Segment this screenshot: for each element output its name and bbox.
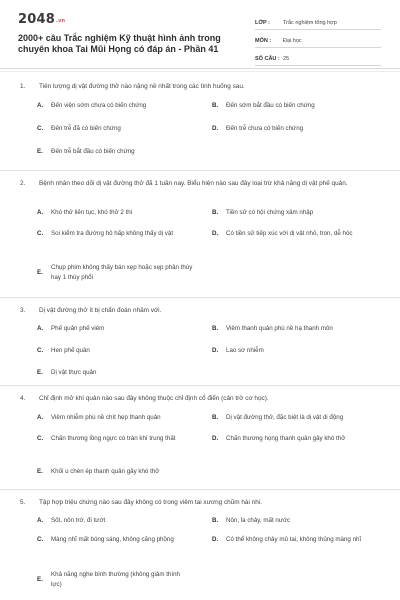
- meta-label: LỚP :: [255, 20, 270, 26]
- option-letter: C.: [37, 230, 44, 237]
- option-letter: E.: [37, 468, 43, 475]
- option-b[interactable]: [212, 101, 382, 111]
- question-3: [0, 298, 400, 386]
- question-number: 5.: [20, 499, 26, 506]
- question-text: [20, 179, 382, 189]
- option-letter: D.: [212, 230, 219, 237]
- option-text: Khối u chèn ép thanh quản gây khó thở: [51, 468, 160, 475]
- option-e[interactable]: [37, 570, 187, 589]
- question-2: [0, 171, 400, 298]
- option-c[interactable]: [37, 229, 187, 239]
- question-body: Chỉ định mở khí quản nào sau đây không thuộc chỉ định cổ điển (cản trở cơ học).: [39, 395, 269, 402]
- meta-row-subject: [255, 32, 381, 48]
- option-text: Có tiền sử tiếp xúc với dị vật nhỏ, tron, dễ hóc: [226, 230, 353, 237]
- question-1: [0, 74, 400, 171]
- option-d[interactable]: [212, 346, 382, 356]
- option-text: Đến trễ đã có biến chứng: [51, 125, 121, 132]
- option-letter: A.: [37, 209, 44, 216]
- question-text: [20, 394, 382, 404]
- option-a[interactable]: [37, 516, 197, 526]
- meta-label: MÔN :: [255, 38, 272, 44]
- question-number: 1.: [20, 83, 26, 90]
- option-text: Dị vật thực quản: [51, 369, 97, 376]
- logo-text: 2048: [18, 12, 55, 27]
- option-b[interactable]: [212, 208, 382, 218]
- option-a[interactable]: [37, 208, 197, 218]
- option-c[interactable]: [37, 434, 187, 444]
- page-title: 2000+ câu Trắc nghiệm Kỹ thuật hình ảnh trong chuyên khoa Tai Mũi Họng có đáp án - Phần 41: [18, 33, 221, 54]
- option-letter: B.: [212, 102, 219, 109]
- option-letter: A.: [37, 414, 44, 421]
- meta-row-class: [255, 14, 381, 30]
- option-text: Tiền sử có hội chứng xâm nhập: [226, 209, 314, 216]
- question-number: 4.: [20, 395, 26, 402]
- option-letter: C.: [37, 435, 44, 442]
- option-text: Khó thở liên tục, khó thở 2 thì: [51, 209, 133, 216]
- option-text: Màng nhĩ mất bóng sáng, không căng phồng: [51, 536, 174, 543]
- question-text: [20, 82, 382, 92]
- question-body: Bệnh nhân theo dõi dị vật đường thở đã 1 tuần nay. Biểu hiện nào sau đây loại trừ khả năng dị vật phế quản.: [39, 180, 348, 187]
- option-text: Nôn, ỉa chảy, mất nước: [226, 517, 291, 524]
- option-b[interactable]: [212, 324, 382, 334]
- option-text: Đến trễ bắt đầu có biến chứng: [51, 148, 135, 155]
- option-d[interactable]: [212, 229, 377, 239]
- question-text: [20, 498, 382, 508]
- option-letter: A.: [37, 517, 44, 524]
- option-c[interactable]: [37, 124, 197, 134]
- option-letter: B.: [212, 325, 219, 332]
- option-letter: E.: [37, 369, 43, 376]
- option-b[interactable]: [212, 413, 382, 423]
- option-letter: C.: [37, 536, 44, 543]
- option-text: Dị vật đường thở, đặc biệt là dị vật di động: [226, 414, 344, 421]
- option-letter: D.: [212, 347, 219, 354]
- option-d[interactable]: [212, 434, 382, 444]
- option-letter: D.: [212, 125, 219, 132]
- option-letter: C.: [37, 347, 44, 354]
- option-b[interactable]: [212, 516, 382, 526]
- option-c[interactable]: [37, 535, 187, 545]
- option-d[interactable]: [212, 535, 372, 545]
- question-number: 2.: [20, 180, 26, 187]
- option-text: Chấn thương lồng ngực có tràn khí trung thất: [51, 435, 176, 442]
- option-text: Khả năng nghe bình thường (không giảm thính lực): [51, 571, 180, 588]
- option-text: Lao sơ nhiễm: [226, 347, 264, 354]
- option-letter: B.: [212, 209, 219, 216]
- option-letter: B.: [212, 414, 219, 421]
- option-text: Soi kiểm tra đường hô hấp không thấy dị vật: [51, 230, 174, 237]
- meta-info: [255, 14, 381, 68]
- option-d[interactable]: [212, 124, 382, 134]
- header-divider: [0, 68, 400, 69]
- page-header: [0, 0, 400, 66]
- question-body: Tập hợp triệu chứng nào sau đây không có trong viêm tai xương chũm hài nhi.: [39, 499, 262, 506]
- option-letter: D.: [212, 435, 219, 442]
- option-letter: E.: [37, 148, 43, 155]
- option-letter: C.: [37, 125, 44, 132]
- option-text: Đến sớm bắt đầu có biến chứng: [226, 102, 315, 109]
- option-e[interactable]: [37, 368, 197, 378]
- option-a[interactable]: [37, 324, 197, 334]
- option-e[interactable]: [37, 263, 197, 282]
- option-a[interactable]: [37, 413, 197, 423]
- option-text: Có thể không chảy mủ tai, không thủng màng nhĩ: [226, 536, 362, 543]
- question-list: [0, 74, 400, 600]
- question-body: Dị vật đường thở ít bị chẩn đoán nhầm với.: [39, 307, 162, 314]
- option-text: Đến trễ chưa có biến chứng: [226, 125, 304, 132]
- question-body: Tiên lượng dị vật đường thở nào nặng nề nhất trong các tình huống sau.: [39, 83, 245, 90]
- option-letter: A.: [37, 325, 44, 332]
- option-letter: B.: [212, 517, 219, 524]
- option-a[interactable]: [37, 101, 197, 111]
- option-text: Viêm nhiễm phù nề chít hẹp thanh quản: [51, 414, 161, 421]
- option-text: Đến viện sớm chưa có biến chứng: [51, 102, 147, 109]
- meta-value: Đại học: [283, 38, 302, 44]
- meta-value: 25: [283, 56, 290, 62]
- option-text: Chấn thương họng thanh quản gây khó thở: [226, 435, 346, 442]
- question-5: [0, 490, 400, 600]
- option-letter: E.: [37, 268, 43, 276]
- option-letter: D.: [212, 536, 219, 543]
- option-letter: A.: [37, 102, 44, 109]
- option-text: Phế quản phế viêm: [51, 325, 105, 332]
- question-text: [20, 306, 382, 316]
- meta-value: Trắc nghiệm tổng hợp: [283, 20, 337, 26]
- logo-suffix: .vn: [55, 18, 66, 24]
- option-text: Viêm thanh quản phù nề hạ thanh môn: [226, 325, 333, 332]
- option-text: Chụp phim không thấy bán xẹp hoặc xẹp phân thùy hay 1 thùy phổi: [51, 264, 193, 281]
- meta-row-count: [255, 50, 381, 66]
- question-number: 3.: [20, 307, 26, 314]
- header-divider-secondary: [0, 71, 400, 72]
- option-letter: E.: [37, 575, 43, 583]
- question-4: [0, 386, 400, 490]
- meta-label: SỐ CÂU :: [255, 56, 280, 62]
- option-text: Hen phế quản: [51, 347, 90, 354]
- option-e[interactable]: [37, 467, 197, 477]
- option-c[interactable]: [37, 346, 197, 356]
- option-text: Sốt, nôn trớ, đi tướt: [51, 517, 106, 524]
- option-e[interactable]: [37, 147, 197, 157]
